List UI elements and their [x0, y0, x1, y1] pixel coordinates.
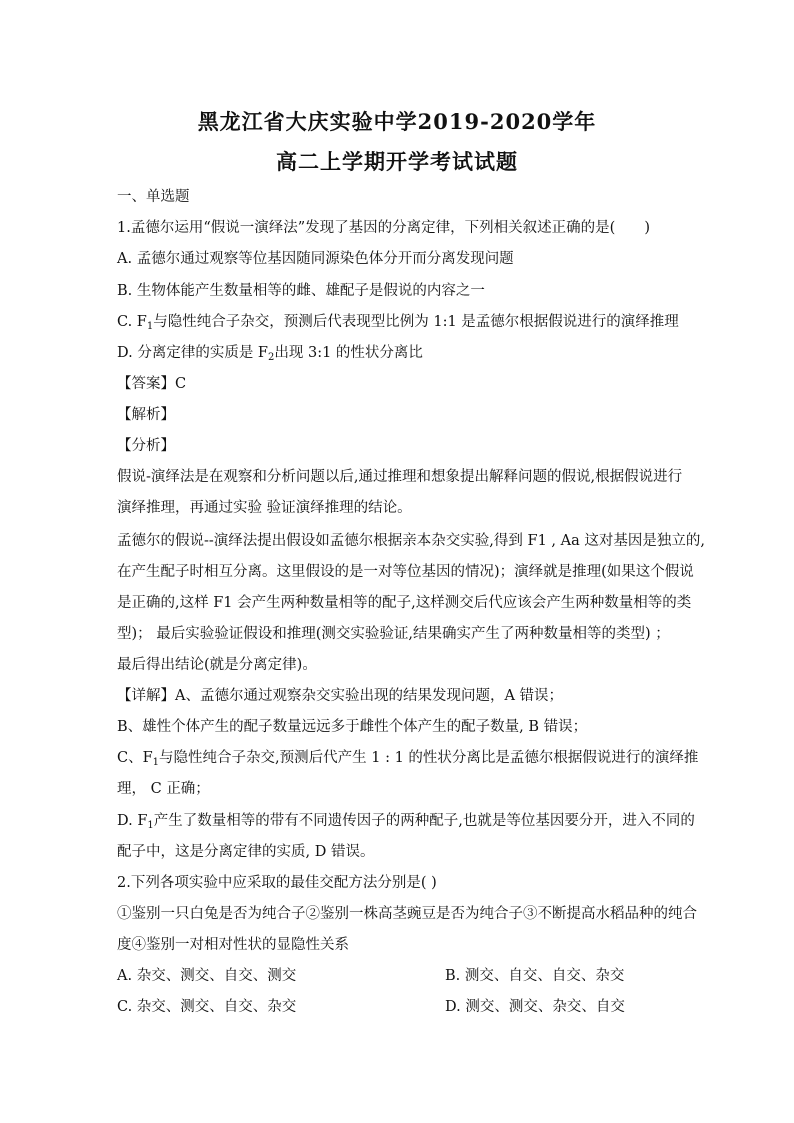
fenxi-label: 【分析】	[117, 438, 175, 454]
detail-subscript: 1	[152, 757, 160, 768]
document-title-line1: 黑龙江省大庆实验中学2019-2020学年	[197, 109, 597, 134]
question-2-option-b: B. 测交、自交、自交、杂交	[445, 968, 625, 984]
option-c-subscript: 1	[146, 321, 154, 332]
detail-text: 产生了数量相等的带有不同遗传因子的两种配子,也就是等位基因要分开，进入不同的	[153, 813, 695, 829]
detail-line: 理， C 正确；	[117, 781, 210, 797]
detail-prefix: C、F	[117, 750, 153, 766]
question-2-option-c: C. 杂交、测交、自交、杂交	[117, 999, 297, 1015]
analysis-line: 型)； 最后实验验证假设和推理(测交实验验证,结果确实产生了两种数量相等的类型) ；	[117, 626, 670, 642]
detail-prefix: D. F	[117, 813, 148, 829]
document-title-line2: 高二上学期开学考试试题	[276, 149, 518, 174]
detail-text: 与隐性纯合子杂交,预测后代产生 1 : 1 的性状分离比是孟德尔根据假说进行的演绎推	[159, 750, 699, 766]
question-1-option-a: A. 孟德尔通过观察等位基因随同源染色体分开而分离发现问题	[117, 251, 514, 267]
detail-line: B、雄性个体产生的配子数量远远多于雌性个体产生的配子数量, B 错误；	[117, 719, 588, 735]
analysis-line: 最后得出结论(就是分离定律)。	[117, 657, 317, 673]
option-d-subscript: 2	[268, 352, 275, 363]
question-1-option-d	[117, 343, 423, 363]
section-heading: 一、单选题	[117, 189, 190, 205]
detail-line	[117, 811, 695, 831]
detail-line: 配子中，这是分离定律的实质, D 错误。	[117, 844, 375, 860]
detail-line	[117, 748, 698, 768]
analysis-line: 是正确的,这样 F1 会产生两种数量相等的配子,这样测交后代应该会产生两种数量相等的类	[117, 595, 692, 611]
option-c-text: 与隐性纯合子杂交，预测后代表现型比例为 1:1 是孟德尔根据假说进行的演绎推理	[153, 314, 679, 330]
option-d-prefix: D. 分离定律的实质是 F	[117, 345, 268, 361]
option-d-text: 出现 3:1 的性状分离比	[274, 345, 423, 361]
analysis-line: 演绎推理，再通过实验 验证演绎推理的结论。	[117, 500, 412, 516]
jiexi-label: 【解析】	[117, 407, 175, 423]
question-2-items: ①鉴别一只白兔是否为纯合子②鉴别一株高茎豌豆是否为纯合子③不断提高水稻品种的纯合	[117, 906, 697, 922]
answer-label: 【答案】C	[117, 376, 187, 392]
analysis-line: 孟德尔的假说--演绎法提出假设如孟德尔根据亲本杂交实验,得到 F1 , Aa 这对基因是独立的,	[117, 533, 705, 549]
analysis-line: 在产生配子时相互分离。这里假设的是一对等位基因的情况)；演绎就是推理(如果这个假说	[117, 564, 694, 580]
question-1-stem: 1.孟德尔运用“假说一演绎法”发现了基因的分离定律，下列相关叙述正确的是( )	[117, 220, 650, 236]
question-1-option-b: B. 生物体能产生数量相等的雌、雄配子是假说的内容之一	[117, 283, 485, 299]
question-1-option-c	[117, 312, 679, 332]
question-2-option-a: A. 杂交、测交、自交、测交	[117, 968, 297, 984]
question-2-stem: 2.下列各项实验中应采取的最佳交配方法分别是( )	[117, 875, 437, 891]
option-c-prefix: C. F	[117, 314, 147, 330]
question-2-items: 度④鉴别一对相对性状的显隐性关系	[117, 937, 349, 953]
detail-line: 【详解】A、孟德尔通过观察杂交实验出现的结果发现问题，A 错误；	[117, 688, 564, 704]
analysis-line: 假说-演绎法是在观察和分析问题以后,通过推理和想象提出解释问题的假说,根据假说进行	[117, 469, 683, 485]
question-2-option-d: D. 测交、测交、杂交、自交	[445, 999, 625, 1015]
detail-subscript: 1	[147, 820, 154, 831]
